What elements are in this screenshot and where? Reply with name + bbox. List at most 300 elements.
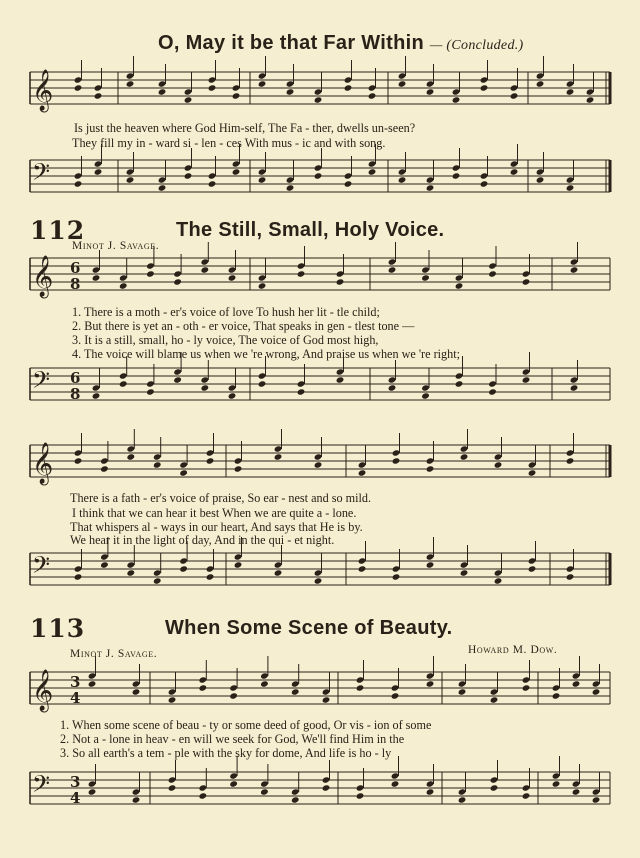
note-head: [146, 388, 155, 395]
note-head: [458, 788, 467, 795]
note-head: [586, 96, 595, 103]
note-head: [344, 76, 353, 83]
note-head: [572, 672, 581, 679]
note-head: [494, 569, 503, 576]
note-head: [146, 380, 155, 387]
note-head: [286, 80, 295, 87]
note-head: [208, 76, 217, 83]
note-head: [228, 384, 237, 391]
note-head: [488, 380, 497, 387]
note-head: [206, 573, 215, 580]
note-head: [336, 278, 345, 285]
note-head: [455, 380, 464, 387]
note-head: [391, 684, 400, 691]
note-head: [528, 469, 537, 476]
note-head: [570, 266, 579, 273]
note-head: [229, 692, 238, 699]
note-head: [392, 573, 401, 580]
note-head: [570, 384, 579, 391]
note-head: [480, 180, 489, 187]
note-head: [391, 772, 400, 779]
note-head: [592, 796, 601, 803]
note-head: [179, 565, 188, 572]
time-signature: 8: [70, 385, 81, 403]
note-head: [258, 372, 267, 379]
note-head: [158, 184, 167, 191]
note-head: [88, 680, 97, 687]
note-head: [488, 388, 497, 395]
note-head: [274, 561, 283, 568]
note-head: [566, 565, 575, 572]
note-head: [74, 457, 83, 464]
note-head: [146, 262, 155, 269]
note-head: [344, 84, 353, 91]
lyric-line: 3. It is a still, small, ho - ly voice, The voice of God most high,: [72, 333, 379, 347]
note-head: [510, 84, 519, 91]
note-head: [274, 453, 283, 460]
note-head: [322, 688, 331, 695]
note-head: [391, 780, 400, 787]
note-head: [314, 96, 323, 103]
time-signature: 6: [70, 259, 81, 277]
note-head: [127, 445, 136, 452]
note-head: [92, 266, 101, 273]
note-head: [274, 569, 283, 576]
note-head: [132, 688, 141, 695]
note-head: [297, 388, 306, 395]
note-head: [368, 160, 377, 167]
note-head: [291, 796, 300, 803]
time-signature: 6: [70, 369, 81, 387]
note-head: [74, 573, 83, 580]
note-head: [258, 274, 267, 281]
note-head: [528, 557, 537, 564]
note-head: [426, 465, 435, 472]
note-head: [314, 569, 323, 576]
note-head: [490, 696, 499, 703]
note-head: [392, 565, 401, 572]
hymn-title-112: The Still, Small, Holy Voice.: [176, 219, 445, 241]
time-signature: 3: [70, 673, 81, 691]
note-head: [426, 561, 435, 568]
lyric-line: They fill my in - ward si - len - ces With mus - ic and with song.: [72, 136, 386, 150]
lyric-line: 1. There is a moth - er's voice of love To hush her lit - tle child;: [72, 305, 380, 319]
note-head: [179, 557, 188, 564]
note-head: [421, 384, 430, 391]
note-head: [388, 384, 397, 391]
note-head: [184, 96, 193, 103]
note-head: [291, 688, 300, 695]
note-head: [426, 788, 435, 795]
note-head: [480, 76, 489, 83]
note-head: [322, 784, 331, 791]
note-head: [153, 461, 162, 468]
clef-symbol: 𝄞: [32, 443, 54, 484]
note-head: [522, 792, 531, 799]
lyric-line: 1. When some scene of beau - ty or some deed of good, Or vis - ion of some: [60, 718, 432, 732]
note-head: [173, 278, 182, 285]
hymn-number-113: 113: [30, 614, 86, 643]
note-head: [158, 88, 167, 95]
note-head: [119, 380, 128, 387]
note-head: [199, 684, 208, 691]
note-head: [168, 776, 177, 783]
note-head: [426, 553, 435, 560]
note-head: [522, 676, 531, 683]
note-head: [184, 172, 193, 179]
note-head: [88, 780, 97, 787]
note-head: [368, 168, 377, 175]
note-head: [522, 376, 531, 383]
note-head: [552, 684, 561, 691]
note-head: [458, 796, 467, 803]
note-head: [153, 453, 162, 460]
note-head: [490, 776, 499, 783]
note-head: [458, 680, 467, 687]
time-signature: 3: [70, 773, 81, 791]
note-head: [258, 282, 267, 289]
note-head: [522, 278, 531, 285]
note-head: [536, 168, 545, 175]
note-head: [297, 270, 306, 277]
note-head: [552, 772, 561, 779]
time-signature: 4: [70, 689, 81, 707]
note-head: [421, 266, 430, 273]
note-head: [74, 565, 83, 572]
note-head: [566, 184, 575, 191]
note-head: [258, 72, 267, 79]
note-head: [368, 92, 377, 99]
note-head: [229, 780, 238, 787]
note-head: [100, 457, 109, 464]
note-head: [314, 461, 323, 468]
note-head: [592, 788, 601, 795]
note-head: [88, 672, 97, 679]
note-head: [358, 565, 367, 572]
note-head: [398, 80, 407, 87]
note-head: [570, 376, 579, 383]
note-head: [314, 577, 323, 584]
note-head: [426, 88, 435, 95]
note-head: [228, 266, 237, 273]
note-head: [132, 796, 141, 803]
note-head: [127, 453, 136, 460]
note-head: [452, 96, 461, 103]
note-head: [119, 372, 128, 379]
note-head: [586, 88, 595, 95]
note-head: [522, 368, 531, 375]
note-head: [368, 84, 377, 91]
note-head: [201, 376, 210, 383]
lyric-line: 3. So all earth's a tem - ple with the sky for dome, And life is ho - ly: [60, 746, 392, 760]
note-head: [232, 84, 241, 91]
note-head: [566, 88, 575, 95]
note-head: [168, 688, 177, 695]
note-head: [94, 92, 103, 99]
note-head: [566, 573, 575, 580]
hymn-title-113: When Some Scene of Beauty.: [165, 617, 453, 639]
note-head: [452, 88, 461, 95]
note-head: [528, 565, 537, 572]
note-head: [126, 72, 135, 79]
clef-symbol: 𝄢: [32, 366, 51, 399]
note-head: [460, 453, 469, 460]
note-head: [201, 266, 210, 273]
note-head: [286, 184, 295, 191]
note-head: [552, 692, 561, 699]
note-head: [522, 684, 531, 691]
note-head: [388, 258, 397, 265]
note-head: [314, 88, 323, 95]
clef-symbol: 𝄢: [32, 770, 51, 803]
note-head: [488, 262, 497, 269]
lyric-line: Is just the heaven where God Him-self, The Fa - ther, dwells un-seen?: [74, 121, 416, 135]
lyric-line: I think that we can hear it best When we are quite a - lone.: [72, 506, 357, 520]
note-head: [94, 168, 103, 175]
note-head: [179, 461, 188, 468]
note-head: [522, 270, 531, 277]
note-head: [232, 160, 241, 167]
note-head: [92, 392, 101, 399]
note-head: [286, 88, 295, 95]
note-head: [74, 76, 83, 83]
note-head: [592, 680, 601, 687]
note-head: [132, 680, 141, 687]
note-head: [570, 258, 579, 265]
note-head: [119, 282, 128, 289]
note-head: [552, 780, 561, 787]
note-head: [232, 92, 241, 99]
note-head: [336, 376, 345, 383]
note-head: [260, 788, 269, 795]
note-head: [426, 780, 435, 787]
note-head: [291, 680, 300, 687]
note-head: [201, 258, 210, 265]
note-head: [297, 380, 306, 387]
note-head: [208, 180, 217, 187]
note-head: [146, 270, 155, 277]
note-head: [455, 372, 464, 379]
note-head: [455, 282, 464, 289]
note-head: [398, 176, 407, 183]
note-head: [291, 788, 300, 795]
note-head: [426, 176, 435, 183]
note-head: [494, 577, 503, 584]
lyric-line: There is a fath - er's voice of praise, So ear - nest and so mild.: [70, 491, 372, 505]
clef-symbol: 𝄢: [32, 158, 51, 191]
note-head: [398, 72, 407, 79]
note-head: [494, 453, 503, 460]
note-head: [260, 680, 269, 687]
note-head: [229, 772, 238, 779]
note-head: [480, 84, 489, 91]
lyric-line: We hear it in the light of day, And in the qui - et night.: [70, 533, 335, 547]
note-head: [74, 449, 83, 456]
note-head: [460, 445, 469, 452]
note-head: [392, 457, 401, 464]
note-head: [522, 784, 531, 791]
note-head: [201, 384, 210, 391]
note-head: [92, 274, 101, 281]
note-head: [566, 457, 575, 464]
note-head: [74, 180, 83, 187]
note-head: [260, 672, 269, 679]
lyric-line: 2. Not a - lone in heav - en will we seek for God, We'll find Him in the: [60, 732, 405, 746]
note-head: [206, 565, 215, 572]
note-head: [356, 684, 365, 691]
note-head: [388, 376, 397, 383]
note-head: [94, 84, 103, 91]
note-head: [206, 449, 215, 456]
note-head: [184, 88, 193, 95]
note-head: [258, 168, 267, 175]
note-head: [132, 788, 141, 795]
note-head: [336, 368, 345, 375]
note-head: [199, 784, 208, 791]
note-head: [168, 696, 177, 703]
note-head: [173, 376, 182, 383]
note-head: [158, 176, 167, 183]
note-head: [322, 776, 331, 783]
note-head: [173, 270, 182, 277]
note-head: [572, 788, 581, 795]
note-head: [572, 680, 581, 687]
note-head: [398, 168, 407, 175]
note-head: [153, 569, 162, 576]
note-head: [126, 168, 135, 175]
lyric-line: 2. But there is yet an - oth - er voice, That speaks in gen - tlest tone —: [72, 319, 415, 333]
note-head: [510, 92, 519, 99]
note-head: [260, 780, 269, 787]
note-head: [455, 274, 464, 281]
composer-credit: Howard M. Dow.: [468, 644, 558, 656]
note-head: [314, 172, 323, 179]
note-head: [356, 784, 365, 791]
note-head: [74, 172, 83, 179]
note-head: [488, 270, 497, 277]
lyric-line: 4. The voice will blame us when we 're wrong, And praise us when we 're right;: [72, 347, 460, 361]
note-head: [344, 180, 353, 187]
note-head: [297, 262, 306, 269]
note-head: [127, 569, 136, 576]
note-head: [153, 577, 162, 584]
hymn-title-concluded: O, May it be that Far Within — (Concluded.): [158, 32, 524, 54]
note-head: [234, 457, 243, 464]
note-head: [426, 680, 435, 687]
note-head: [510, 160, 519, 167]
note-head: [127, 561, 136, 568]
note-head: [286, 176, 295, 183]
note-head: [426, 672, 435, 679]
note-head: [421, 392, 430, 399]
note-head: [358, 461, 367, 468]
note-head: [274, 445, 283, 452]
note-head: [536, 80, 545, 87]
note-head: [74, 84, 83, 91]
note-head: [480, 172, 489, 179]
note-head: [184, 164, 193, 171]
note-head: [536, 176, 545, 183]
note-head: [126, 176, 135, 183]
note-head: [426, 457, 435, 464]
note-head: [119, 274, 128, 281]
concluded-label: — (Concluded.): [429, 38, 524, 53]
note-head: [168, 784, 177, 791]
note-head: [452, 164, 461, 171]
note-head: [100, 561, 109, 568]
note-head: [458, 688, 467, 695]
note-head: [232, 168, 241, 175]
note-head: [358, 469, 367, 476]
note-head: [258, 176, 267, 183]
author-credit: Minot J. Savage.: [72, 240, 160, 252]
note-head: [100, 553, 109, 560]
note-head: [494, 461, 503, 468]
note-head: [173, 368, 182, 375]
note-head: [426, 184, 435, 191]
note-head: [206, 457, 215, 464]
note-head: [179, 469, 188, 476]
note-head: [258, 380, 267, 387]
note-head: [421, 274, 430, 281]
note-head: [566, 449, 575, 456]
note-head: [314, 453, 323, 460]
hymn-number-112: 112: [30, 216, 86, 245]
note-head: [208, 172, 217, 179]
note-head: [356, 676, 365, 683]
note-head: [490, 784, 499, 791]
note-head: [510, 168, 519, 175]
note-head: [100, 465, 109, 472]
note-head: [199, 676, 208, 683]
note-head: [460, 561, 469, 568]
note-head: [566, 176, 575, 183]
note-head: [322, 696, 331, 703]
note-head: [356, 792, 365, 799]
note-head: [460, 569, 469, 576]
note-head: [426, 80, 435, 87]
lyric-line: That whispers al - ways in our heart, And says that He is by.: [70, 520, 363, 534]
time-signature: 8: [70, 275, 81, 293]
note-head: [314, 164, 323, 171]
note-head: [258, 80, 267, 87]
author-credit: Minot J. Savage.: [70, 648, 158, 660]
note-head: [92, 384, 101, 391]
note-head: [199, 792, 208, 799]
note-head: [336, 270, 345, 277]
note-head: [234, 553, 243, 560]
note-head: [452, 172, 461, 179]
clef-symbol: 𝄞: [32, 670, 54, 711]
note-head: [388, 266, 397, 273]
note-head: [566, 80, 575, 87]
note-head: [229, 684, 238, 691]
note-head: [391, 692, 400, 699]
note-head: [490, 688, 499, 695]
note-head: [344, 172, 353, 179]
clef-symbol: 𝄞: [32, 256, 54, 297]
note-head: [94, 160, 103, 167]
note-head: [572, 780, 581, 787]
note-head: [392, 449, 401, 456]
clef-symbol: 𝄢: [32, 551, 51, 584]
note-head: [592, 688, 601, 695]
note-head: [536, 72, 545, 79]
note-head: [234, 561, 243, 568]
clef-symbol: 𝄞: [32, 70, 54, 111]
note-head: [234, 465, 243, 472]
note-head: [88, 788, 97, 795]
